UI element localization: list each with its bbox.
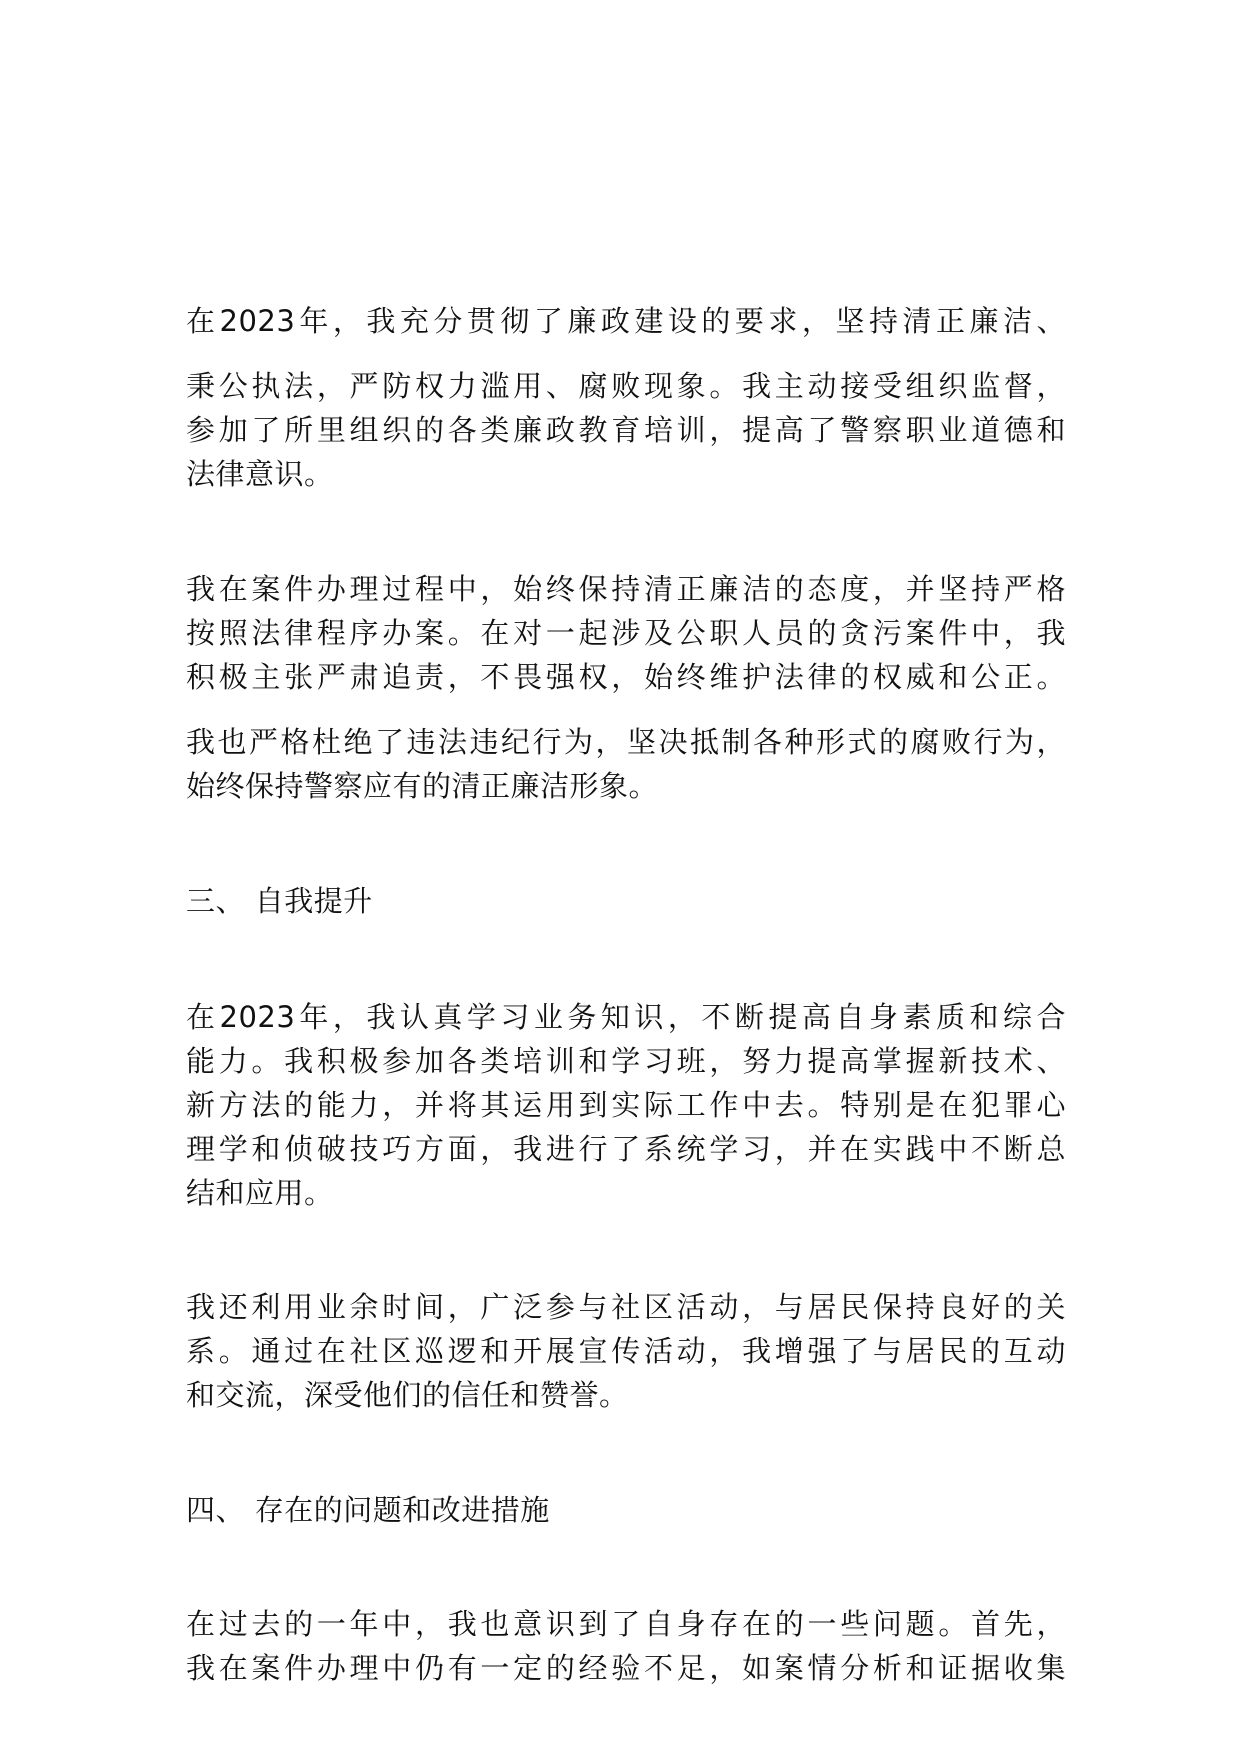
paragraph-5-line-4: 理学和侦破技巧方面，我进行了系统学习，并在实践中不断总 xyxy=(186,1132,1066,1166)
paragraph-2-line-2: 参加了所里组织的各类廉政教育培训，提高了警察职业道德和 xyxy=(186,413,1066,447)
paragraph-5-line-2: 能力。我积极参加各类培训和学习班，努力提高掌握新技术、 xyxy=(186,1044,1066,1078)
section-heading-3: 三、 自我提升 xyxy=(186,884,373,918)
section-heading-4: 四、 存在的问题和改进措施 xyxy=(186,1493,550,1527)
paragraph-1-line-1: 在2023年，我充分贯彻了廉政建设的要求，坚持清正廉洁、 xyxy=(186,304,1066,338)
paragraph-4-line-1: 我也严格杜绝了违法违纪行为，坚决抵制各种形式的腐败行为， xyxy=(186,725,1066,759)
paragraph-2-line-1: 秉公执法，严防权力滥用、腐败现象。我主动接受组织监督， xyxy=(186,369,1066,403)
paragraph-6-line-2: 系。通过在社区巡逻和开展宣传活动，我增强了与居民的互动 xyxy=(186,1334,1066,1368)
paragraph-5-line-1: 在2023年，我认真学习业务知识，不断提高自身素质和综合 xyxy=(186,1000,1066,1034)
paragraph-6-line-1: 我还利用业余时间，广泛参与社区活动，与居民保持良好的关 xyxy=(186,1290,1066,1324)
paragraph-3-line-3: 积极主张严肃追责，不畏强权，始终维护法律的权威和公正。 xyxy=(186,660,1066,694)
paragraph-5-line-5: 结和应用。 xyxy=(186,1176,334,1210)
paragraph-7-line-1: 在过去的一年中，我也意识到了自身存在的一些问题。首先， xyxy=(186,1607,1066,1641)
paragraph-3-line-1: 我在案件办理过程中，始终保持清正廉洁的态度，并坚持严格 xyxy=(186,572,1066,606)
paragraph-6-line-3: 和交流，深受他们的信任和赞誉。 xyxy=(186,1378,629,1412)
paragraph-7-line-2: 我在案件办理中仍有一定的经验不足，如案情分析和证据收集 xyxy=(186,1651,1066,1685)
paragraph-4-line-2: 始终保持警察应有的清正廉洁形象。 xyxy=(186,769,659,803)
paragraph-3-line-2: 按照法律程序办案。在对一起涉及公职人员的贪污案件中，我 xyxy=(186,616,1066,650)
paragraph-2-line-3: 法律意识。 xyxy=(186,457,334,491)
paragraph-5-line-3: 新方法的能力，并将其运用到实际工作中去。特别是在犯罪心 xyxy=(186,1088,1066,1122)
